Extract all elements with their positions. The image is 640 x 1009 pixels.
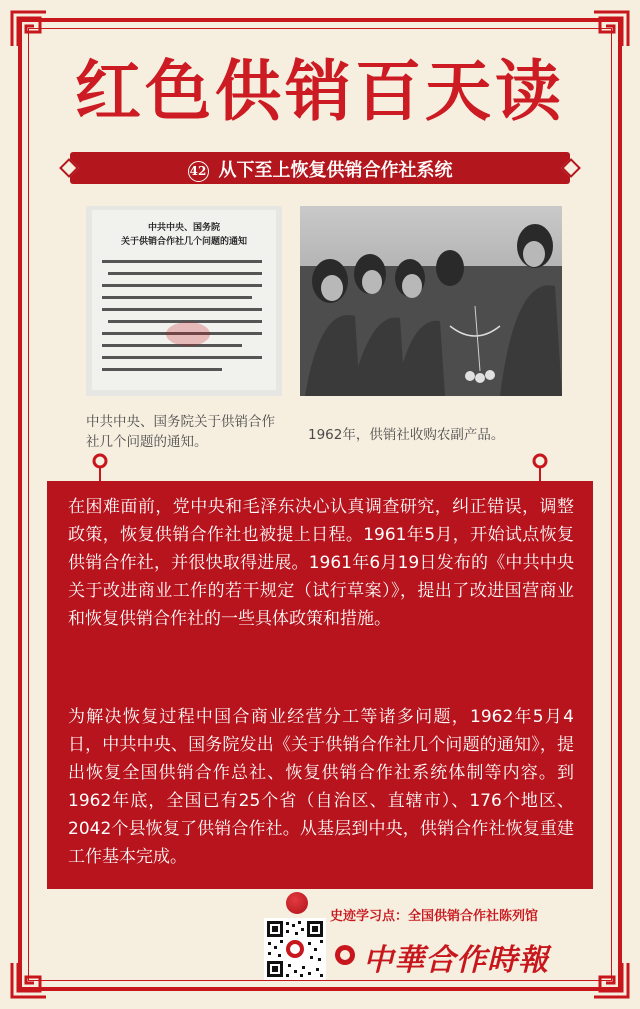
market-photo-caption: 1962年，供销社收购农副产品。 [308,427,505,443]
article-paragraph: 在困难面前，党中央和毛泽东决心认真调查研究，纠正错误，调整政策，恢复供销合作社也被提上日程。1961年5月，开始试点恢复供销合作社，并很快取得进展。1961年6月19日发布的《中共中央关于改进商业工作的若干规定（试行草案）》，提出了改进国营商业和恢复供销合作社的一些具体政策和措施。 [68,497,574,629]
newspaper-logo [334,935,550,978]
newspaper-emblem-icon [334,944,356,970]
episode-title: 从下至上恢复供销合作社系统 [218,160,453,181]
newspaper-name: 中華合作時報 [363,943,550,978]
page-title: 红色供销百天读 [75,53,565,130]
episode-banner [70,152,570,184]
corner-ornament-icon [588,957,634,1003]
episode-number: 42 [188,161,209,182]
doc-heading-1: 中共中央、国务院 [147,223,221,233]
study-point-label: 史迹学习点：全国供销合作社陈列馆 [330,909,539,924]
episode-heading [70,156,570,182]
market-photo [300,206,562,396]
red-dot-icon [286,892,308,914]
corner-ornament-icon [6,957,52,1003]
article-paragraph: 为解决恢复过程中国合商业经营分工等诸多问题，1962年5月4日，中共中央、国务院发出《关于供销合作社几个问题的通知》，提出恢复全国供销合作总社、恢复供销合作社系统体制等内容。到1962年底，全国已有25个省（自治区、直辖市）、176个地区、2042个县恢复了供销合作社。从基层到中央，供销合作社恢复重建工作基本完成。 [68,707,574,867]
qr-code-icon[interactable] [264,918,326,980]
document-photo [86,206,282,396]
article-body [47,481,593,889]
document-photo-caption: 中共中央、国务院关于供销合作社几个问题的通知。 [86,414,275,450]
doc-heading-2: 关于供销合作社几个问题的通知 [120,237,248,247]
